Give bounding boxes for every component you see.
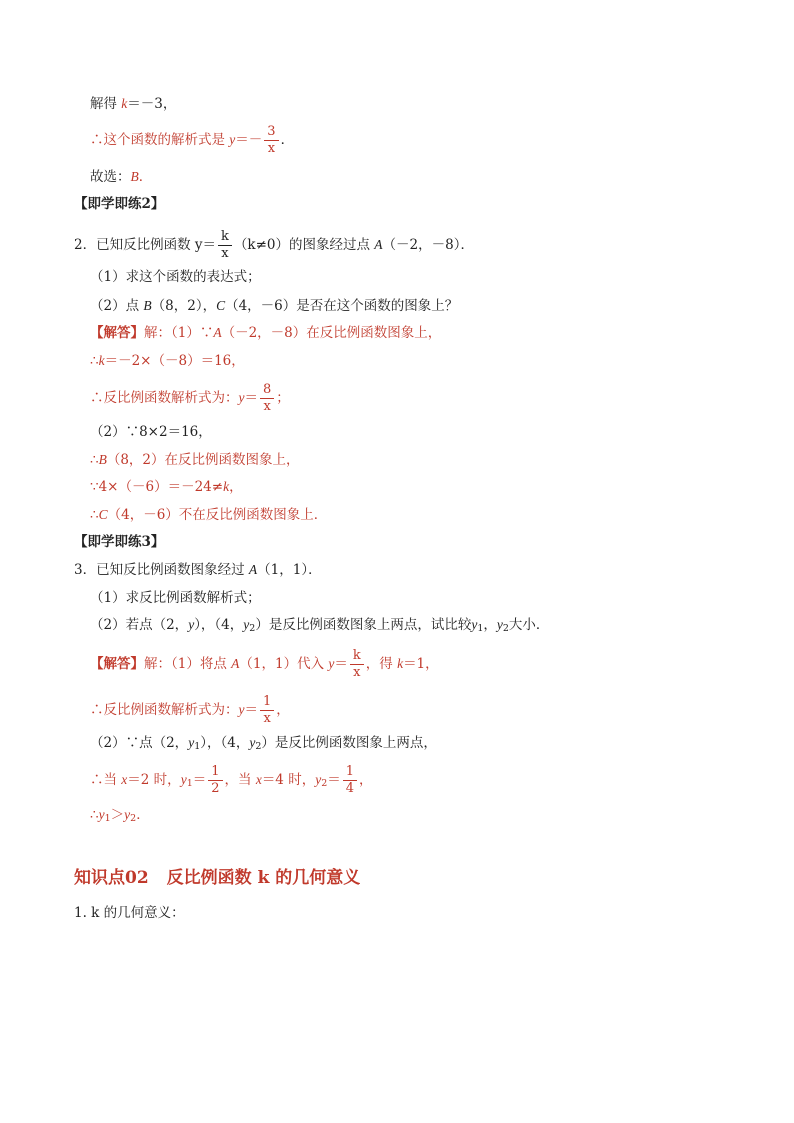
var-y: y <box>243 617 250 632</box>
text: ， <box>359 772 373 788</box>
text: ＝ <box>192 772 207 788</box>
section-title-practice-2: 【即学即练2】 <box>74 196 165 212</box>
fraction <box>264 124 278 157</box>
subscript: 1 <box>186 778 193 789</box>
text: （－2，－8）． <box>382 237 474 253</box>
text: （k≠0）的图象经过点 <box>233 237 375 253</box>
var-y: y <box>315 772 322 787</box>
text: （8，2）在反比例函数图象上， <box>106 452 300 468</box>
question-2-part-1: （1）求这个函数的表达式； <box>90 269 261 285</box>
text: ∴反比例函数解析式为： <box>90 390 239 406</box>
text: 故选： <box>90 169 131 185</box>
answer-2-line-4: （2）∵8×2＝16， <box>90 424 212 440</box>
text: ＝ <box>244 702 258 718</box>
text: ＝ <box>327 772 341 788</box>
text: ； <box>276 390 290 406</box>
answer-2-line-2 <box>90 352 245 370</box>
denominator: x <box>221 246 229 261</box>
answer-3-line-1 <box>90 648 439 681</box>
numerator: 1 <box>208 764 222 781</box>
subscript: 1 <box>194 741 201 752</box>
choice-b: B <box>130 169 139 184</box>
fraction <box>343 764 357 797</box>
answer-2-line-6 <box>90 478 243 496</box>
answer-3-line-4 <box>90 764 373 797</box>
var-y: y <box>98 807 105 822</box>
text: ∴当 <box>90 772 122 788</box>
text: （2）点 <box>90 298 144 314</box>
fraction <box>260 382 274 415</box>
numerator: 3 <box>264 124 278 141</box>
question-2 <box>74 229 474 262</box>
text: ＝2 时， <box>127 772 181 788</box>
text: ． <box>280 132 295 148</box>
subscript: 2 <box>249 623 256 634</box>
var-y: y <box>238 390 245 405</box>
point-c: C <box>216 298 226 313</box>
point-b: B <box>143 298 152 313</box>
text: ∴ <box>90 452 99 468</box>
answer-3-line-2 <box>90 694 290 727</box>
fraction <box>218 229 232 262</box>
heading-title: 反比例函数 k 的几何意义 <box>166 868 361 888</box>
numerator: 1 <box>343 764 357 781</box>
var-k: k <box>98 353 105 368</box>
text: ）是反比例函数图象上两点，试比较 <box>255 617 472 633</box>
text: ＝－2×（－8）＝16， <box>104 353 245 369</box>
numerator: k <box>218 229 232 246</box>
text: ∴ <box>90 353 99 369</box>
answer-2-line-5 <box>90 451 300 469</box>
text: （1，1）． <box>257 562 322 578</box>
text: （8，2）， <box>151 298 217 314</box>
text: ＝ <box>334 656 348 672</box>
text: ， <box>229 479 243 495</box>
var-y: y <box>180 772 187 787</box>
text: ，得 <box>365 656 398 672</box>
denominator: x <box>353 665 361 680</box>
text: ， <box>483 617 497 633</box>
text: 解：（1）将点 <box>144 656 232 672</box>
text: ＝ <box>244 390 258 406</box>
answer-3-line-5 <box>90 806 150 828</box>
section-title-practice-3: 【即学即练3】 <box>74 534 165 550</box>
denominator: 4 <box>345 781 355 796</box>
var-x: x <box>121 772 128 787</box>
denominator: 2 <box>211 781 220 796</box>
var-k: k <box>121 96 128 111</box>
text: ， <box>276 702 290 718</box>
text: （4，－6）不在反比例函数图象上． <box>107 507 328 523</box>
text: （2）若点（2， <box>90 617 189 633</box>
text: ＝－ <box>235 132 263 148</box>
line-function-result <box>90 124 294 157</box>
subscript: 2 <box>321 778 328 789</box>
text: 2．已知反比例函数 y＝ <box>74 237 217 253</box>
subscript: 2 <box>502 623 509 634</box>
var-k: k <box>397 656 404 671</box>
subscript: 2 <box>255 741 262 752</box>
var-x: x <box>255 772 262 787</box>
point-a: A <box>248 562 258 577</box>
text: ＝1， <box>403 656 439 672</box>
var-y: y <box>188 617 195 632</box>
var-y: y <box>496 617 503 632</box>
point-a: A <box>213 325 222 340</box>
text: ． <box>136 807 150 823</box>
text: 3．已知反比例函数图象经过 <box>74 562 249 578</box>
var-k: k <box>223 479 230 494</box>
question-2-part-2 <box>90 297 458 315</box>
text: ∴ <box>90 507 99 523</box>
knowledge-point-heading <box>74 867 360 889</box>
question-3-part-2 <box>90 616 549 638</box>
point-b: B <box>98 452 107 467</box>
denominator: x <box>267 141 276 156</box>
point-c: C <box>98 507 108 522</box>
fraction <box>260 694 274 727</box>
text: （1，1）代入 <box>239 656 329 672</box>
var-y: y <box>238 702 245 717</box>
heading-number: 知识点02 <box>74 868 149 888</box>
point-a: A <box>374 237 383 252</box>
numerator: 1 <box>260 694 274 711</box>
text: 解：（1）∵ <box>144 325 214 341</box>
numerator: 8 <box>260 382 274 399</box>
text: 大小． <box>508 617 550 633</box>
text: 解得 <box>90 96 122 112</box>
numerator: k <box>350 648 364 665</box>
text: （4，－6）是否在这个函数的图象上？ <box>225 298 459 314</box>
var-y: y <box>229 132 236 147</box>
text: ＝－3， <box>127 96 177 112</box>
text: （2）∵点（2， <box>90 735 189 751</box>
text: ），（4， <box>200 735 250 751</box>
var-y: y <box>188 735 195 750</box>
answer-2-line-7 <box>90 506 327 524</box>
denominator: x <box>263 399 271 414</box>
answer-tag: 【解答】 <box>90 656 144 672</box>
subscript: 2 <box>130 813 137 824</box>
var-y: y <box>328 656 335 671</box>
text: ∵4×（－6）＝－24≠ <box>90 479 224 495</box>
line-solve-k <box>90 95 176 113</box>
text: ∴ <box>90 807 99 823</box>
subscript: 1 <box>477 623 484 634</box>
question-3-part-1: （1）求反比例函数解析式； <box>90 590 261 606</box>
text: ∴反比例函数解析式为： <box>90 702 239 718</box>
answer-tag: 【解答】 <box>90 325 144 341</box>
point-a: A <box>231 656 240 671</box>
var-y: y <box>124 807 131 822</box>
fraction <box>208 764 222 797</box>
denominator: x <box>263 711 271 726</box>
answer-2-line-1 <box>90 324 441 342</box>
text: ∴这个函数的解析式是 <box>90 132 230 148</box>
text: ），（4， <box>194 617 244 633</box>
line-answer-choice <box>90 168 152 186</box>
text: ． <box>138 169 153 185</box>
text: ）是反比例函数图象上两点， <box>261 735 437 751</box>
fraction <box>350 648 364 681</box>
var-y: y <box>471 617 478 632</box>
k-geometric-meaning: 1. k 的几何意义： <box>74 905 185 921</box>
text: （－2，－8）在反比例函数图象上， <box>221 325 442 341</box>
var-y: y <box>249 735 256 750</box>
text: ＞ <box>110 807 125 823</box>
question-3 <box>74 561 322 579</box>
answer-3-line-3 <box>90 734 437 756</box>
answer-2-line-3 <box>90 382 290 415</box>
text: ＝4 时， <box>261 772 316 788</box>
subscript: 1 <box>104 813 111 824</box>
text: ，当 <box>224 772 256 788</box>
